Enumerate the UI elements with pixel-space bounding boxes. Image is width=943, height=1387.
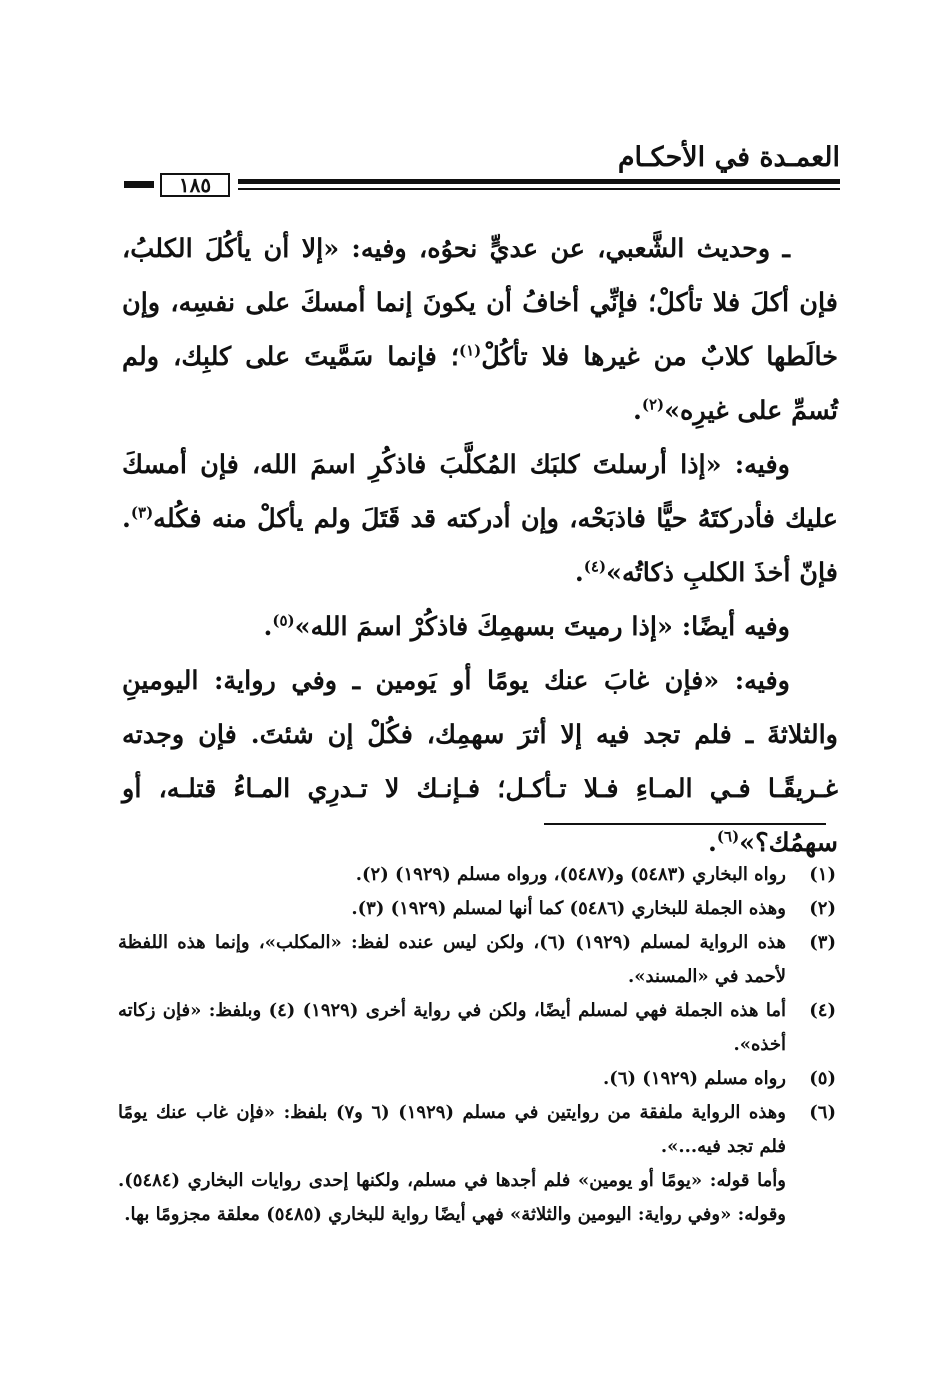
paragraph-absent-game bbox=[122, 654, 838, 870]
text-run: ـ وحديث الشَّعبي، عن عديٍّ نحوُه، وفيه: «إلا أن يأكُلَ الكلبُ، فإن أكلَ فلا تأكلْ؛ فإنِّي أخافُ أن يكونَ إنما أمسكَ على نفسِه، وإن خالَطها كلابٌ من غيرها فلا تأكُلْ bbox=[122, 234, 839, 372]
paragraph-mukallab bbox=[122, 438, 838, 600]
footnote-1 bbox=[118, 858, 836, 892]
footnote-separator bbox=[544, 823, 826, 825]
footnote-ref-6: (٦) bbox=[716, 827, 740, 846]
footnote-ref-2: (٢) bbox=[641, 395, 665, 414]
text-run: . bbox=[574, 558, 584, 588]
footnote-text: هذه الرواية لمسلم (١٩٢٩) (٦)، ولكن ليس عنده لفظ: «المكلب»، وإنما هذه اللفظة لأحمد في «المسند». bbox=[118, 932, 786, 987]
header-rule-thick bbox=[238, 179, 840, 184]
page-number: ١٨٥ bbox=[160, 173, 230, 197]
text-run: . bbox=[263, 612, 273, 642]
footnote-5 bbox=[118, 1062, 836, 1096]
footnotes bbox=[118, 858, 836, 1232]
footnote-6-continuation: وأما قوله: «يومًا أو يومين» فلم أجدها في مسلم، ولكنها إحدى روايات البخاري (٥٤٨٤). وقوله: «وفي رواية: اليومين والثلاثة» فهي أيضًا رواية للبخاري (٥٤٨٥) معلقة مجزومًا بها. bbox=[118, 1170, 786, 1225]
footnote-number: (٤) bbox=[809, 1000, 836, 1021]
footnote-ref-4: (٤) bbox=[583, 557, 607, 576]
header-rule-left bbox=[124, 181, 154, 188]
text-run: وفيه أيضًا: «إذا رميتَ بسهمِكَ فاذكُرْ اسمَ الله» bbox=[294, 612, 790, 642]
footnote-3 bbox=[118, 926, 836, 994]
text-run: . bbox=[708, 828, 717, 858]
main-text bbox=[122, 222, 838, 870]
footnote-4 bbox=[118, 994, 836, 1062]
footnote-6 bbox=[118, 1096, 836, 1164]
text-run: . فإنّ أخذَ الكلبِ ذكاتُه» bbox=[122, 504, 838, 588]
footnote-number: (٣) bbox=[809, 932, 836, 953]
text-run: وفيه: «إذا أرسلتَ كلبَك المُكلَّبَ فاذكُرِ اسمَ الله، فإن أمسكَ عليك فأدركتَهُ حيًّا فاذبَحْه، وإن أدركته قد قَتَلَ ولم يأكلْ منه فكُله bbox=[122, 450, 838, 534]
footnote-2 bbox=[118, 892, 836, 926]
paragraph-shabi-hadith bbox=[122, 222, 838, 438]
footnote-text: وهذه الرواية ملفقة من روايتين في مسلم (١٩٢٩) (٦ و٧) بلفظ: «فإن غاب عنك يومًا فلم تجد فيه...». bbox=[118, 1102, 786, 1157]
footnote-number: (٢) bbox=[809, 898, 836, 919]
footnote-text: أما هذه الجملة فهي لمسلم أيضًا، ولكن في رواية أخرى (١٩٢٩) (٤) وبلفظ: «فإن زكاته أخذه». bbox=[118, 1000, 786, 1055]
footnote-number: (١) bbox=[809, 864, 836, 885]
footnote-number: (٥) bbox=[809, 1068, 836, 1089]
footnote-ref-3: (٣) bbox=[130, 503, 154, 522]
text-run: ؛ فإنما سَمَّيتَ على كلبِك، ولم تُسمِّ على غيرِه» bbox=[122, 342, 838, 426]
footnote-text: رواه البخاري (٥٤٨٣) و(٥٤٨٧)، ورواه مسلم (١٩٢٩) (٢). bbox=[355, 864, 786, 885]
paragraph-arrow bbox=[122, 600, 838, 654]
page-header bbox=[120, 140, 840, 202]
text-run: وفيه: «فإن غابَ عنك يومًا أو يَومين ـ وفي رواية: اليومينِ والثلاثةَ ـ فلم تجد فيه إلا أثرَ سهمِك، فكُلْ إن شئتَ. فإن وجدته غـريقًـا فـي المـاءِ فـلا تـأكـل؛ فـإنـك لا تـدرِي المـاءُ قتلـه، أو سهمُك؟» bbox=[122, 666, 838, 858]
footnote-ref-1: (١) bbox=[459, 341, 482, 360]
footnote-number: (٦) bbox=[809, 1102, 836, 1123]
footnote-text: رواه مسلم (١٩٢٩) (٦). bbox=[603, 1068, 786, 1089]
text-run: . bbox=[632, 396, 642, 426]
footnote-text: وهذه الجملة للبخاري (٥٤٨٦) كما أنها لمسلم (١٩٢٩) (٣). bbox=[351, 898, 786, 919]
running-title: العمـدة في الأحكـام bbox=[617, 142, 840, 173]
footnote-ref-5: (٥) bbox=[272, 611, 295, 630]
header-rule-thin bbox=[238, 188, 840, 190]
